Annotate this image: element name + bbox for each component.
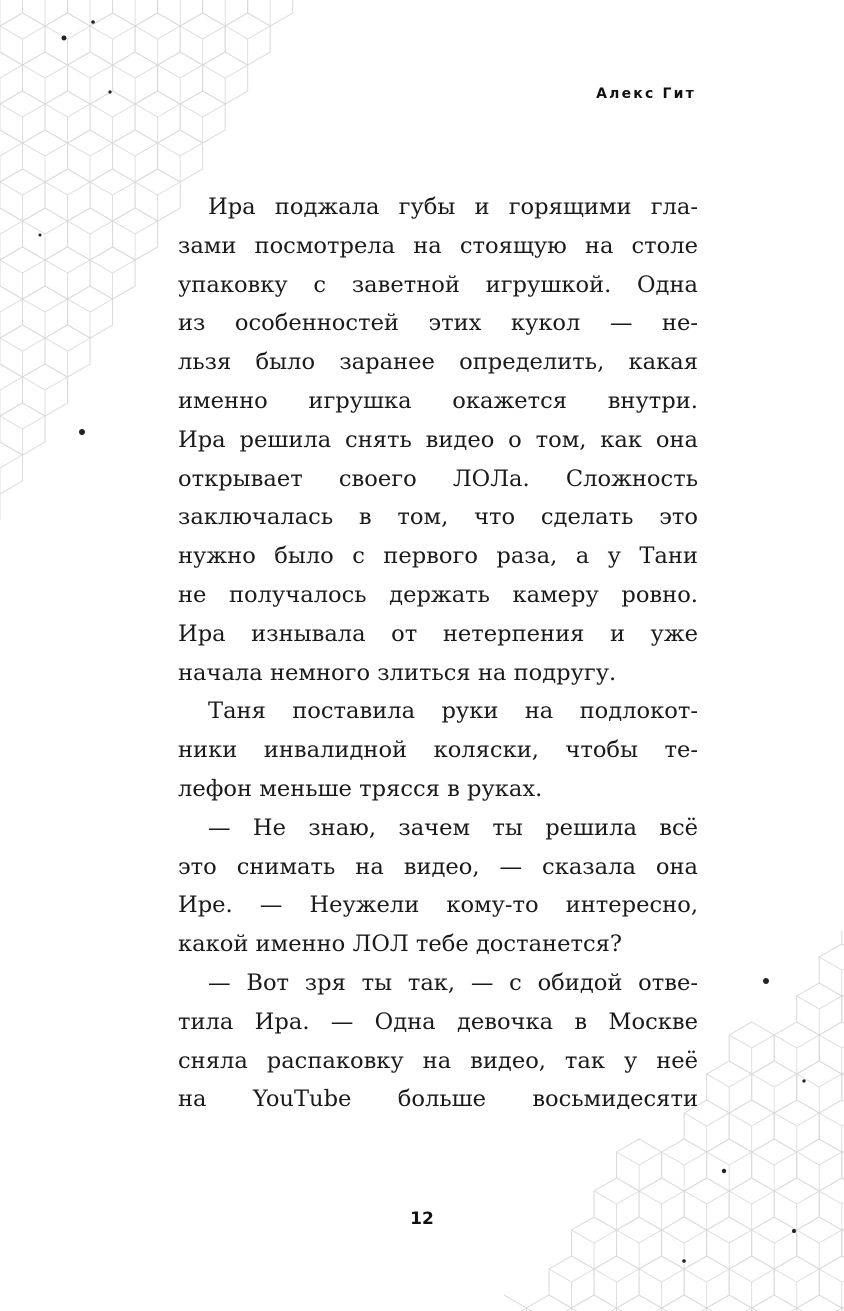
text-line: это снимать на видео, — сказала она bbox=[178, 853, 698, 880]
text-line: Таня поставила руки на подлокот- bbox=[208, 698, 698, 725]
text-line: льзя было заранее определить, какая bbox=[178, 349, 698, 376]
text-line: — Вот зря ты так, — с обидой отве- bbox=[208, 969, 698, 996]
text-line: Ира решила снять видео о том, как она bbox=[178, 426, 698, 453]
text-line: не получалось держать камеру ровно. bbox=[178, 581, 698, 608]
text-line: ники инвалидной коляски, чтобы те- bbox=[178, 737, 698, 764]
text-line: открывает своего ЛОЛа. Сложность bbox=[178, 465, 698, 492]
page-number: 12 bbox=[410, 1209, 434, 1229]
text-line: заключалась в том, что сделать это bbox=[178, 504, 698, 531]
running-header-author: Алекс Гит bbox=[596, 86, 696, 102]
body-text bbox=[178, 188, 698, 1119]
text-line: Ира изнывала от нетерпения и уже bbox=[178, 620, 698, 647]
text-line: нужно было с первого раза, а у Тани bbox=[178, 543, 698, 570]
text-line: тила Ира. — Одна девочка в Москве bbox=[178, 1008, 698, 1035]
text-line: начала немного злиться на подругу. bbox=[178, 659, 617, 686]
text-line: Ира поджала губы и горящими гла- bbox=[208, 194, 698, 220]
text-line: зами посмотрела на стоящую на столе bbox=[178, 232, 698, 259]
text-line: лефон меньше трясся в руках. bbox=[178, 775, 543, 802]
text-line: какой именно ЛОЛ тебе достанется? bbox=[178, 931, 622, 958]
text-line: из особенностей этих кукол — не- bbox=[178, 310, 698, 337]
text-line: Ире. — Неужели кому-то интересно, bbox=[178, 892, 698, 919]
text-line: на YouTube больше восьмидесяти bbox=[178, 1086, 698, 1113]
text-line: — Не знаю, зачем ты решила всё bbox=[208, 814, 698, 841]
text-line: упаковку с заветной игрушкой. Одна bbox=[178, 271, 698, 298]
text-line: именно игрушка окажется внутри. bbox=[178, 387, 698, 414]
text-line: сняла распаковку на видео, так у неё bbox=[178, 1047, 698, 1074]
